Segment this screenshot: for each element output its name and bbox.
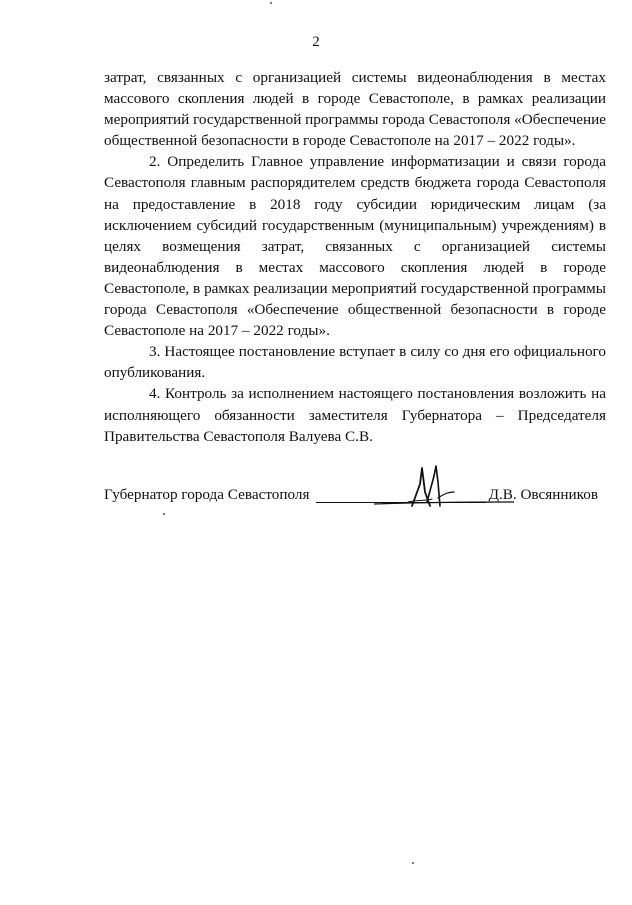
paragraph-item-4: 4. Контроль за исполнением настоящего постановления возложить на исполняющего обязанности заместителя Губернатора – Председателя Правительства Севастополя Валуева С.В. <box>104 385 606 445</box>
paragraph-item-3: 3. Настоящее постановление вступает в силу со дня его официального опубликования. <box>104 343 606 382</box>
page-number: 2 <box>312 34 320 50</box>
scan-speck <box>163 513 165 515</box>
signatory-name: Д.В. Овсянников <box>488 486 598 503</box>
signature-block <box>104 482 606 522</box>
paragraph-continuation: затрат, связанных с организацией системы видеонаблюдения в местах массового скопления людей в городе Севастополе, в рамках реализации мероприятий государственной программы города Севастополя «Обеспечение общественной безопасности в городе Севастополе на 2017 – 2022 годы». <box>104 69 606 150</box>
scan-speck <box>270 2 272 4</box>
signatory-position: Губернатор города Севастополя <box>104 486 310 503</box>
paragraph-item-2: 2. Определить Главное управление информатизации и связи города Севастополя главным распорядителем средств бюджета города Севастополя на предоставление в 2018 году субсидии юридическим лицам (за исключением субсидий государственным (муниципальным) учреждениям) в целях возмещения затрат, связанных с организацией системы видеонаблюдения в местах массового скопления людей в городе Севастополе, в рамках реализации мероприятий государственной программы города Севастополя «Обеспечение общественной безопасности в городе Севастополе на 2017 – 2022 годы». <box>104 153 606 340</box>
document-body <box>104 67 606 447</box>
scan-speck <box>412 862 414 864</box>
